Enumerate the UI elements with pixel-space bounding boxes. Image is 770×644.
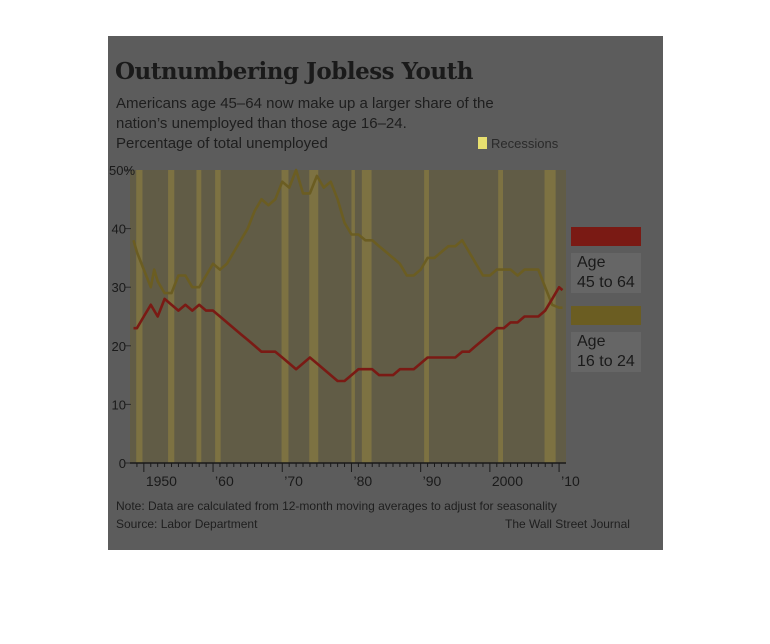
recession-band <box>362 170 372 463</box>
y-tick-label: 50% <box>109 163 136 178</box>
x-tick-label: 1950 <box>145 473 177 489</box>
x-tick-label: ’80 <box>353 473 373 489</box>
y-tick-label: 40 <box>111 221 126 237</box>
series-key-16-24-swatch <box>571 306 641 325</box>
chart-source: Source: Labor Department <box>116 517 258 531</box>
y-tick-label: 10 <box>111 397 126 413</box>
series-key-45-64-swatch <box>571 227 641 246</box>
y-tick-label: 0 <box>118 456 126 471</box>
y-tick-label: 20 <box>111 338 126 354</box>
recession-band <box>136 170 142 463</box>
chart-note: Note: Data are calculated from 12-month moving averages to adjust for seasonality <box>116 499 557 513</box>
x-tick-label: ’90 <box>422 473 442 489</box>
recession-band <box>168 170 174 463</box>
series-key-45-64-label: Age 45 to 64 <box>571 253 641 293</box>
recession-band <box>282 170 289 463</box>
series-key-45-64 <box>571 227 641 293</box>
recession-legend-label: Recessions <box>491 136 559 151</box>
chart-credit: The Wall Street Journal <box>505 517 630 531</box>
units-label: Percentage of total unemployed <box>116 135 328 152</box>
recession-band <box>309 170 318 463</box>
chart-subtitle: Americans age 45–64 now make up a larger share of the nation’s unemployed than those age 16–24. <box>116 95 494 132</box>
recession-band <box>196 170 201 463</box>
x-tick-label: ’70 <box>284 473 303 489</box>
recession-band <box>424 170 429 463</box>
chart-title: Outnumbering Jobless Youth <box>115 58 473 85</box>
recession-band <box>545 170 556 463</box>
recession-band <box>351 170 354 463</box>
x-tick-label: ’10 <box>561 473 580 489</box>
series-key-16-24 <box>571 306 641 372</box>
y-tick-label: 30 <box>111 280 126 296</box>
x-tick-label: 2000 <box>491 473 524 489</box>
recession-band <box>498 170 503 463</box>
series-key-16-24-label: Age 16 to 24 <box>571 332 641 372</box>
x-tick-label: ’60 <box>215 473 234 489</box>
